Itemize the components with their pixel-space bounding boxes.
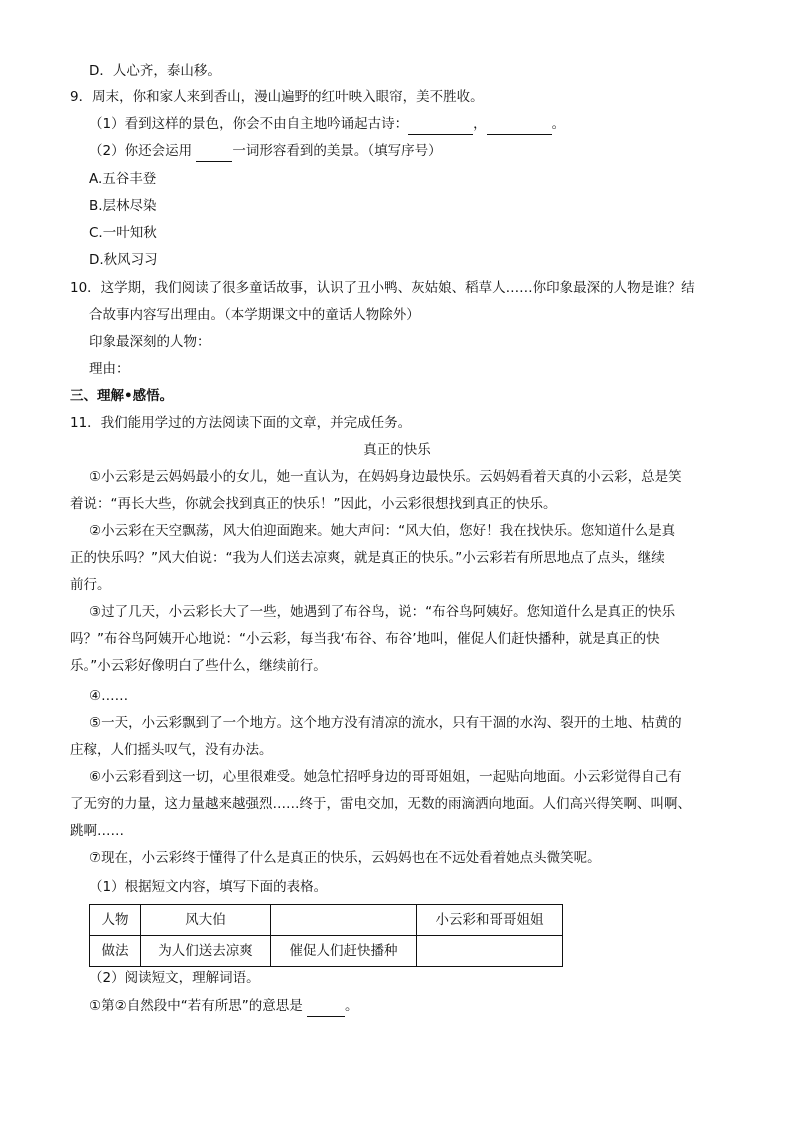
paragraph-6-line2: 了无穷的力量，这力量越来越强烈……终于，雷电交加，无数的雨滴洒向地面。人们高兴得笑啊、叫啊、 <box>70 796 691 812</box>
paragraph-3-line2: 吗？”布谷鸟阿姨开心地说：“小云彩，每当我‘布谷、布谷’地叫，催促人们赶快播种，就是真正的快 <box>70 631 660 647</box>
q9-stem: 9．周末，你和家人来到香山，漫山遍野的红叶映入眼帘，美不胜收。 <box>70 89 484 105</box>
poem-blank-2[interactable] <box>487 114 552 135</box>
q9-sub1 <box>89 114 565 135</box>
task-1: （1）根据短文内容，填写下面的表格。 <box>89 879 328 895</box>
paragraph-3-line1: ③过了几天，小云彩长大了一些，她遇到了布谷鸟，说：“布谷鸟阿姨好。您知道什么是真正的快乐 <box>89 604 676 620</box>
paragraph-4: ④…… <box>89 688 129 704</box>
q10-stem-line2: 合故事内容写出理由。（本学期课文中的童话人物除外） <box>89 307 420 323</box>
q10-reason-label: 理由： <box>89 361 130 377</box>
q9-sub2-before: （2）你还会运用 <box>89 143 197 159</box>
q10-person-label: 印象最深刻的人物： <box>89 334 211 350</box>
fill-in-table <box>89 904 563 967</box>
table-cell-wind-action: 为人们送去凉爽 <box>141 936 271 967</box>
paragraph-1-line2: 着说：“再长大些，你就会找到真正的快乐！”因此，小云彩很想找到真正的快乐。 <box>70 496 557 512</box>
task-2-1-before: ①第②自然段中“若有所思”的意思是 <box>89 998 307 1014</box>
q8-option-d: D．人心齐，泰山移。 <box>89 63 221 79</box>
meaning-blank[interactable] <box>307 996 345 1017</box>
paragraph-2-line1: ②小云彩在天空飘荡，风大伯迎面跑来。她大声问：“风大伯，您好！我在找快乐。您知道什么是真 <box>89 523 676 539</box>
q9-sub2 <box>89 141 442 162</box>
q9-option-a: A.五谷丰登 <box>89 171 157 187</box>
table-cell-person-header: 人物 <box>90 905 141 936</box>
table-cell-cloud-siblings: 小云彩和哥哥姐姐 <box>417 905 563 936</box>
paragraph-1-line1: ①小云彩是云妈妈最小的女儿，她一直认为，在妈妈身边最快乐。云妈妈看着天真的小云彩，总是笑 <box>89 469 682 485</box>
q11-stem: 11．我们能用学过的方法阅读下面的文章，并完成任务。 <box>70 415 412 431</box>
table-cell-blank-person[interactable] <box>271 905 417 936</box>
section3-title: 三、理解•感悟。 <box>70 388 174 404</box>
q9-option-c: C.一叶知秋 <box>89 225 157 241</box>
q9-sub1-comma: ， <box>473 116 487 132</box>
table-cell-action-header: 做法 <box>90 936 141 967</box>
table-cell-blank-action[interactable] <box>417 936 563 967</box>
paragraph-2-line2: 正的快乐吗？”风大伯说：“我为人们送去凉爽，就是真正的快乐。”小云彩若有所思地点了点头，继续 <box>70 550 665 566</box>
paragraph-5-line2: 庄稼，人们摇头叹气，没有办法。 <box>70 742 273 758</box>
article-title: 真正的快乐 <box>363 442 431 458</box>
q9-sub1-end: 。 <box>551 116 566 132</box>
paragraph-2-line3: 前行。 <box>70 577 111 593</box>
task-2-1-after: 。 <box>344 998 359 1014</box>
poem-blank-1[interactable] <box>408 114 473 135</box>
q9-option-b: B.层林尽染 <box>89 198 157 214</box>
task-2-1 <box>89 996 358 1017</box>
paragraph-7: ⑦现在，小云彩终于懂得了什么是真正的快乐，云妈妈也在不远处看着她点头微笑呢。 <box>89 850 601 866</box>
table-cell-wind-uncle: 风大伯 <box>141 905 271 936</box>
paragraph-6-line1: ⑥小云彩看到这一切，心里很难受。她急忙招呼身边的哥哥姐姐，一起贴向地面。小云彩觉得自己有 <box>89 769 682 785</box>
q9-option-d: D.秋风习习 <box>89 252 158 268</box>
choice-blank[interactable] <box>196 141 232 162</box>
table-row <box>90 905 563 936</box>
task-2: （2）阅读短文，理解词语。 <box>89 970 260 986</box>
q9-sub1-text: （1）看到这样的景色，你会不由自主地吟诵起古诗： <box>89 116 409 132</box>
paragraph-6-line3: 跳啊…… <box>70 823 124 839</box>
paragraph-5-line1: ⑤一天，小云彩飘到了一个地方。这个地方没有清凉的流水，只有干涸的水沟、裂开的土地、枯黄的 <box>89 715 682 731</box>
q10-stem-line1: 10．这学期，我们阅读了很多童话故事，认识了丑小鸭、灰姑娘、稻草人……你印象最深的人物是谁？结 <box>70 280 695 296</box>
paragraph-3-line3: 乐。”小云彩好像明白了些什么，继续前行。 <box>70 658 327 674</box>
table-row <box>90 936 563 967</box>
q9-sub2-after: 一词形容看到的美景。（填写序号） <box>232 143 442 159</box>
table-cell-cuckoo-action: 催促人们赶快播种 <box>271 936 417 967</box>
